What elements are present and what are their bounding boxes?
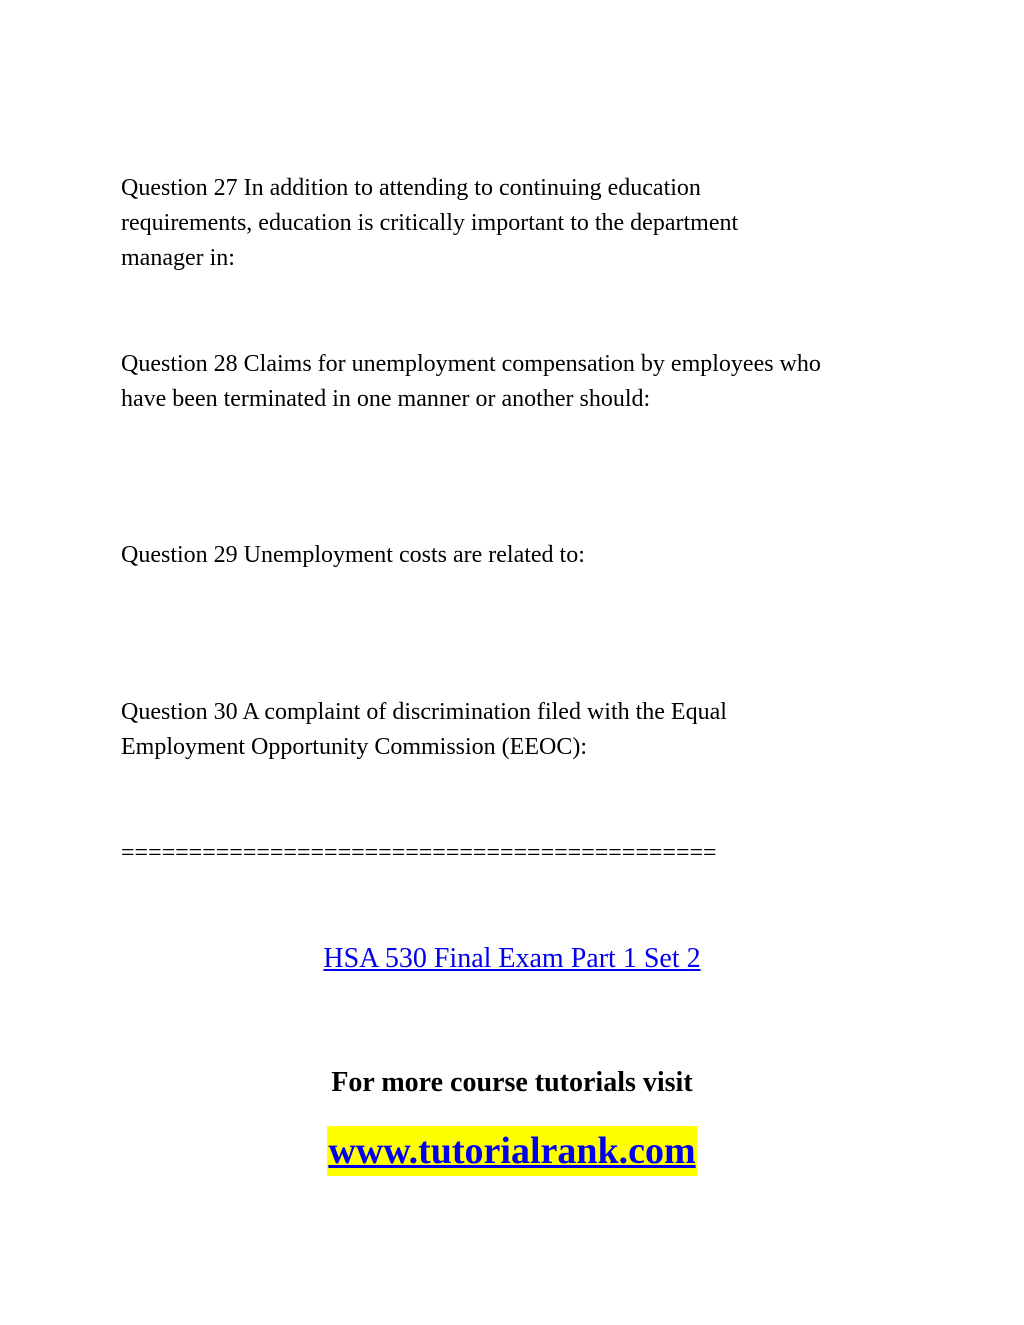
promo-text: For more course tutorials visit [331,1067,693,1098]
exam-link-container [0,940,1024,978]
separator-line: ============================================ [121,840,717,866]
website-link[interactable]: www.tutorialrank.com [327,1126,696,1176]
question-27 [121,171,921,276]
question-28-line-1: Question 28 Claims for unemployment compensation by employees who [121,351,821,377]
question-29-line-1: Question 29 Unemployment costs are related to: [121,542,585,568]
question-30 [121,695,921,765]
question-27-line-2: requirements, education is critically important to the department [121,210,739,236]
site-link-container [0,1126,1024,1176]
question-28 [121,347,921,417]
exam-title-link[interactable]: HSA 530 Final Exam Part 1 Set 2 [323,943,701,974]
question-27-line-3: manager in: [121,245,235,271]
question-29 [121,538,921,573]
question-30-line-2: Employment Opportunity Commission (EEOC): [121,734,587,760]
question-28-line-2: have been terminated in one manner or another should: [121,386,651,412]
question-30-line-1: Question 30 A complaint of discrimination filed with the Equal [121,699,727,725]
question-27-line-1: Question 27 In addition to attending to continuing education [121,175,701,201]
